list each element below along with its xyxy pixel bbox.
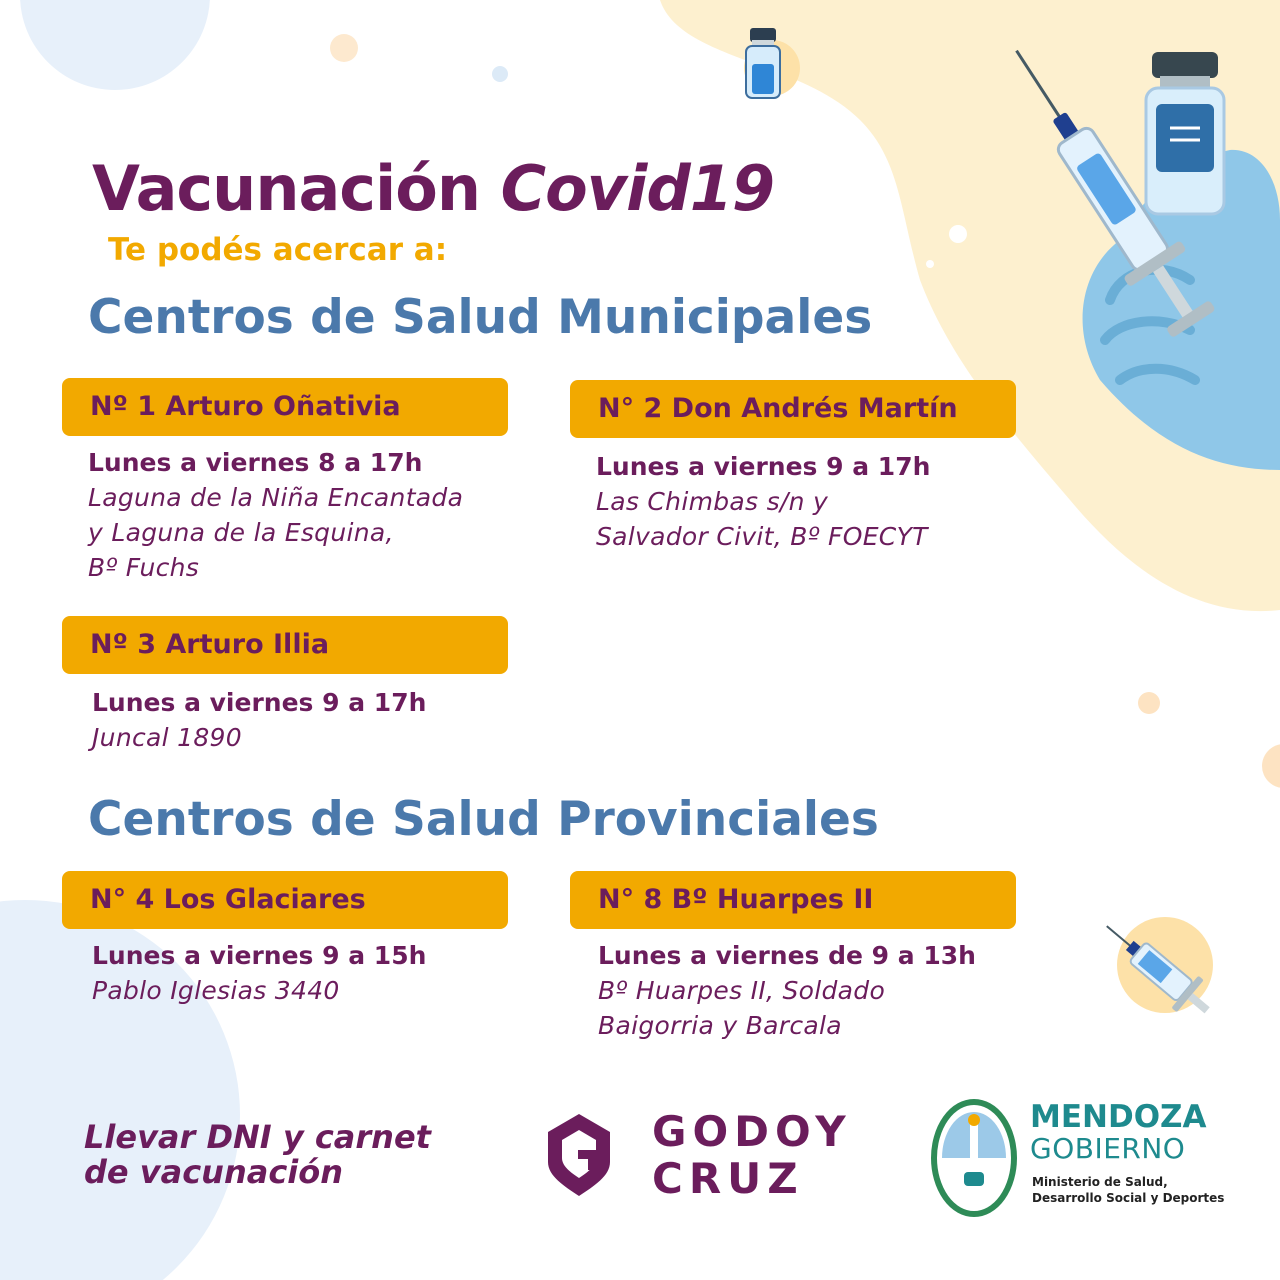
- center-4-address: Pablo Iglesias 3440: [92, 976, 340, 1005]
- mendoza-gobierno: GOBIERNO: [1030, 1132, 1186, 1165]
- center-4-name: N° 4 Los Glaciares: [62, 871, 508, 929]
- center-3-address: Juncal 1890: [92, 723, 242, 752]
- center-2-hours: Lunes a viernes 9 a 17h: [596, 452, 931, 481]
- center-1-hours: Lunes a viernes 8 a 17h: [88, 448, 423, 477]
- vaccine-vial-icon: [1146, 52, 1224, 214]
- godoy-line2: CRUZ: [652, 1154, 804, 1203]
- center-1-name: Nº 1 Arturo Oñativia: [62, 378, 508, 436]
- section-title-provincial: Centros de Salud Provinciales: [88, 792, 879, 847]
- center-8-info: [598, 939, 976, 1043]
- mendoza-gobierno-logo: [928, 1094, 1228, 1224]
- center-3-hours: Lunes a viernes 9 a 17h: [92, 688, 427, 717]
- center-8-address: Bº Huarpes II, Soldado Baigorria y Barcala: [598, 976, 886, 1040]
- center-2-info: [596, 450, 930, 554]
- center-3-info: [92, 686, 426, 755]
- section-title-municipal: Centros de Salud Municipales: [88, 290, 873, 345]
- bg-dot-peach: [330, 34, 358, 62]
- subtitle: Te podés acercar a:: [108, 232, 448, 268]
- godoy-line1: GODOY: [652, 1107, 852, 1156]
- center-1-address: Laguna de la Niña Encantada y Laguna de la Esquina, Bº Fuchs: [88, 483, 464, 582]
- ministry-name: Ministerio de Salud, Desarrollo Social y Deportes: [1032, 1175, 1225, 1205]
- bg-dot-blue: [492, 66, 508, 82]
- small-syringe-illustration: [1080, 905, 1250, 1040]
- center-8-hours: Lunes a viernes de 9 a 13h: [598, 941, 976, 970]
- title-covid: Covid19: [500, 152, 775, 225]
- center-2-name: N° 2 Don Andrés Martín: [570, 380, 1016, 438]
- center-1-info: [88, 446, 463, 585]
- center-3-name: Nº 3 Arturo Illia: [62, 616, 508, 674]
- center-4-hours: Lunes a viernes 9 a 15h: [92, 941, 427, 970]
- center-4-info: [92, 939, 426, 1008]
- page-title: [92, 152, 774, 225]
- bg-circle-top-left: [20, 0, 210, 90]
- godoy-cruz-logo: [544, 1108, 874, 1208]
- center-2-address: Las Chimbas s/n y Salvador Civit, Bº FOECYT: [596, 487, 928, 551]
- bg-circle-right-edge: [1262, 744, 1280, 788]
- small-vial-icon: [746, 28, 780, 98]
- mendoza-shield-icon: [928, 1096, 1020, 1220]
- bg-dot-right: [1138, 692, 1160, 714]
- mendoza-name: MENDOZA: [1030, 1099, 1207, 1135]
- center-8-name: N° 8 Bº Huarpes II: [570, 871, 1016, 929]
- godoy-cruz-logo-icon: [544, 1112, 614, 1198]
- godoy-cruz-wordmark: [652, 1108, 852, 1202]
- footer-note: Llevar DNI y carnet de vacunación: [84, 1118, 431, 1191]
- title-main: Vacunación: [92, 152, 481, 225]
